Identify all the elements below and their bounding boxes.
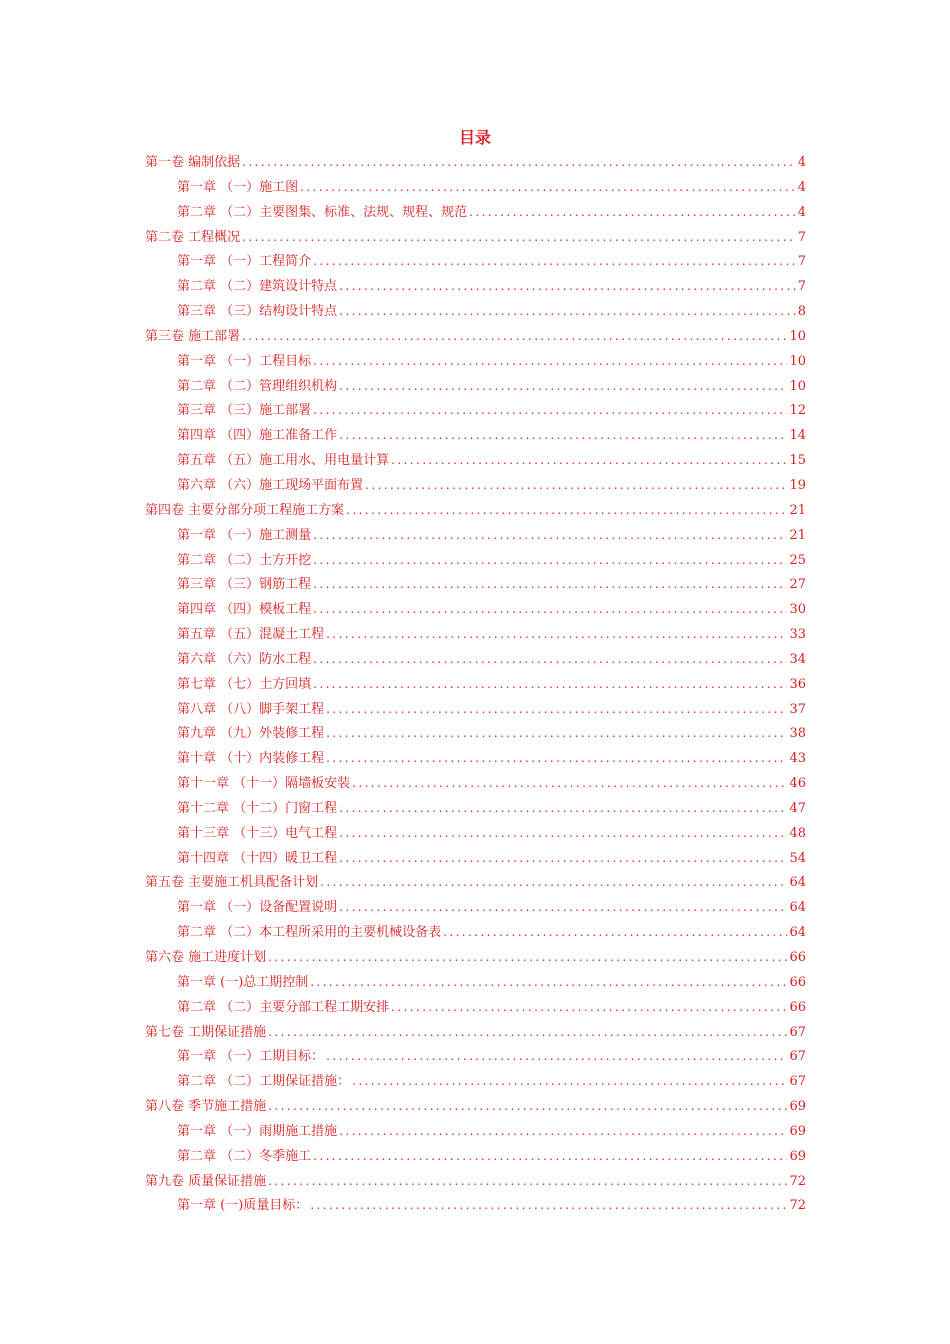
- toc-entry-page: 4: [797, 155, 806, 170]
- toc-dot-leader: [339, 796, 787, 821]
- toc-dot-leader: [339, 1119, 787, 1144]
- toc-entry-chapter[interactable]: [145, 597, 806, 622]
- toc-entry-volume[interactable]: [145, 225, 806, 250]
- toc-entry-text: 第一章 （一）施工测量: [177, 527, 312, 543]
- toc-entry-page: 14: [789, 428, 806, 444]
- toc-dot-leader: [310, 970, 787, 995]
- toc-entry-page: 67: [789, 1049, 806, 1065]
- toc-dot-leader: [268, 945, 787, 970]
- toc-entry-page: 15: [789, 453, 806, 469]
- toc-dot-leader: [339, 423, 787, 448]
- toc-entry-text: 第三卷 施工部署: [145, 328, 241, 344]
- toc-entry-text: 第十三章 （十三）电气工程: [177, 825, 338, 841]
- toc-entry-volume[interactable]: [145, 150, 806, 175]
- toc-dot-leader: [443, 920, 787, 945]
- toc-entry-page: 8: [797, 304, 806, 320]
- toc-dot-leader: [242, 324, 787, 349]
- toc-dot-leader: [313, 672, 787, 697]
- toc-entry-page: 4: [797, 179, 806, 195]
- toc-entry-page: 48: [789, 825, 806, 841]
- toc-dot-leader: [320, 870, 787, 895]
- toc-dot-leader: [242, 225, 796, 250]
- toc-entry-text: 第六章 （六）防水工程: [177, 651, 312, 667]
- toc-entry-page: 43: [789, 751, 806, 767]
- toc-dot-leader: [339, 846, 787, 871]
- toc-list: [145, 150, 806, 1218]
- toc-entry-text: 第四卷 主要分部分项工程施工方案: [145, 502, 345, 518]
- toc-entry-page: 37: [789, 701, 806, 717]
- toc-entry-page: 69: [789, 1099, 806, 1115]
- toc-entry-text: 第十四章 （十四）暖卫工程: [177, 850, 338, 866]
- toc-entry-page: 34: [789, 651, 806, 667]
- toc-entry-page: 64: [789, 925, 806, 941]
- toc-entry-page: 64: [789, 900, 806, 916]
- toc-entry-text: 第十二章 （十二）门窗工程: [177, 800, 338, 816]
- toc-entry-text: 第二章 （二）管理组织机构: [177, 378, 338, 394]
- toc-entry-page: 66: [789, 974, 806, 990]
- toc-entry-page: 67: [789, 1024, 806, 1040]
- toc-entry-chapter[interactable]: [145, 523, 806, 548]
- toc-entry-text: 第九卷 质量保证措施: [145, 1173, 267, 1189]
- toc-entry-chapter[interactable]: [145, 473, 806, 498]
- toc-dot-leader: [268, 1169, 787, 1194]
- toc-entry-page: 7: [797, 229, 806, 245]
- toc-dot-leader: [326, 697, 787, 722]
- toc-entry-page: 4: [797, 204, 806, 220]
- toc-entry-chapter[interactable]: [145, 846, 806, 871]
- toc-entry-page: 10: [789, 353, 806, 369]
- toc-dot-leader: [313, 647, 787, 672]
- toc-entry-chapter[interactable]: [145, 895, 806, 920]
- toc-entry-text: 第一章 (一)总工期控制: [177, 974, 309, 990]
- toc-entry-volume[interactable]: [145, 1020, 806, 1045]
- toc-dot-leader: [268, 1020, 787, 1045]
- toc-dot-leader: [339, 895, 787, 920]
- toc-entry-text: 第十一章 （十一）隔墙板安装: [177, 776, 351, 792]
- toc-entry-chapter[interactable]: [145, 299, 806, 324]
- toc-entry-text: 第七章 （七）土方回填: [177, 676, 312, 692]
- toc-entry-text: 第二章 （二）工期保证措施：: [177, 1074, 351, 1090]
- toc-entry-text: 第一章 （一）工程简介: [177, 254, 312, 270]
- toc-entry-page: 33: [789, 627, 806, 643]
- toc-dot-leader: [242, 150, 796, 175]
- toc-dot-leader: [313, 548, 787, 573]
- toc-entry-chapter[interactable]: [145, 647, 806, 672]
- toc-entry-page: 36: [789, 676, 806, 692]
- toc-dot-leader: [391, 448, 787, 473]
- toc-dot-leader: [339, 374, 787, 399]
- toc-dot-leader: [391, 995, 787, 1020]
- toc-entry-page: 25: [789, 552, 806, 568]
- toc-entry-volume[interactable]: [145, 1169, 806, 1194]
- toc-entry-chapter[interactable]: [145, 548, 806, 573]
- toc-dot-leader: [339, 821, 787, 846]
- toc-entry-page: 54: [789, 850, 806, 866]
- toc-entry-chapter[interactable]: [145, 920, 806, 945]
- toc-entry-page: 21: [789, 527, 806, 543]
- toc-entry-text: 第二章 （二）本工程所采用的主要机械设备表: [177, 925, 442, 941]
- toc-dot-leader: [326, 622, 787, 647]
- toc-entry-chapter[interactable]: [145, 796, 806, 821]
- toc-entry-text: 第一章 （一）雨期施工措施: [177, 1123, 338, 1139]
- toc-entry-chapter[interactable]: [145, 746, 806, 771]
- toc-entry-page: 47: [789, 800, 806, 816]
- toc-entry-text: 第一章 （一）施工图: [177, 179, 299, 195]
- toc-entry-text: 第八章 （八）脚手架工程: [177, 701, 325, 717]
- toc-entry-text: 第四章 （四）模板工程: [177, 602, 312, 618]
- toc-entry-volume[interactable]: [145, 498, 806, 523]
- toc-entry-text: 第五章 （五）施工用水、用电量计算: [177, 453, 390, 469]
- toc-entry-chapter[interactable]: [145, 249, 806, 274]
- toc-dot-leader: [313, 398, 787, 423]
- toc-entry-page: 10: [789, 378, 806, 394]
- toc-dot-leader: [313, 572, 787, 597]
- toc-entry-chapter[interactable]: [145, 970, 806, 995]
- toc-entry-page: 19: [789, 477, 806, 493]
- toc-entry-chapter[interactable]: [145, 1119, 806, 1144]
- toc-entry-text: 第六章 （六）施工现场平面布置: [177, 477, 364, 493]
- toc-dot-leader: [326, 721, 787, 746]
- toc-entry-text: 第六卷 施工进度计划: [145, 950, 267, 965]
- toc-dot-leader: [326, 746, 787, 771]
- toc-entry-chapter[interactable]: [145, 374, 806, 399]
- toc-entry-text: 第二卷 工程概况: [145, 229, 241, 245]
- toc-entry-text: 第二章 （二）冬季施工: [177, 1148, 312, 1164]
- toc-dot-leader: [268, 1094, 787, 1119]
- toc-entry-text: 第七卷 工期保证措施: [145, 1024, 267, 1040]
- toc-entry-text: 第三章 （三）结构设计特点: [177, 304, 338, 320]
- toc-entry-page: 67: [789, 1074, 806, 1090]
- toc-dot-leader: [313, 349, 787, 374]
- toc-entry-volume[interactable]: [145, 324, 806, 349]
- toc-dot-leader: [469, 200, 796, 225]
- toc-entry-page: 12: [789, 403, 806, 419]
- toc-entry-chapter[interactable]: [145, 721, 806, 746]
- toc-entry-page: 72: [789, 1173, 806, 1189]
- toc-entry-chapter[interactable]: [145, 821, 806, 846]
- toc-entry-chapter[interactable]: [145, 672, 806, 697]
- toc-entry-text: 第五章 （五）混凝土工程: [177, 627, 325, 643]
- toc-dot-leader: [352, 771, 787, 796]
- toc-dot-leader: [310, 1193, 787, 1218]
- toc-dot-leader: [313, 1144, 787, 1169]
- toc-entry-text: 第八卷 季节施工措施: [145, 1099, 267, 1115]
- toc-entry-chapter[interactable]: [145, 1144, 806, 1169]
- toc-entry-chapter[interactable]: [145, 398, 806, 423]
- toc-entry-page: 69: [789, 1123, 806, 1139]
- toc-dot-leader: [300, 175, 796, 200]
- toc-entry-chapter[interactable]: [145, 771, 806, 796]
- toc-entry-page: 30: [789, 602, 806, 618]
- toc-entry-chapter[interactable]: [145, 175, 806, 200]
- toc-entry-chapter[interactable]: [145, 349, 806, 374]
- toc-entry-chapter[interactable]: [145, 697, 806, 722]
- toc-entry-text: 第三章 （三）钢筋工程: [177, 577, 312, 593]
- toc-entry-page: 7: [797, 279, 806, 295]
- toc-entry-text: 第二章 （二）建筑设计特点: [177, 279, 338, 295]
- toc-entry-text: 第三章 （三）施工部署: [177, 403, 312, 419]
- toc-entry-text: 第二章 （二）主要分部工程工期安排: [177, 999, 390, 1015]
- toc-entry-chapter[interactable]: [145, 1193, 806, 1218]
- toc-entry-page: 72: [789, 1198, 806, 1214]
- toc-dot-leader: [313, 597, 787, 622]
- toc-entry-chapter[interactable]: [145, 423, 806, 448]
- toc-entry-page: 69: [789, 1148, 806, 1164]
- toc-entry-text: 第一章 (一)质量目标：: [177, 1198, 309, 1214]
- toc-dot-leader: [326, 1044, 787, 1069]
- toc-entry-page: 27: [789, 577, 806, 593]
- toc-entry-volume[interactable]: [145, 870, 806, 895]
- toc-dot-leader: [365, 473, 787, 498]
- toc-entry-text: 第一卷 编制依据: [145, 155, 241, 170]
- toc-entry-page: 64: [789, 875, 806, 891]
- toc-entry-text: 第十章 （十）内装修工程: [177, 751, 325, 767]
- toc-dot-leader: [313, 249, 796, 274]
- toc-dot-leader: [339, 274, 796, 299]
- toc-entry-page: 21: [789, 502, 806, 518]
- toc-entry-text: 第一章 （一）工程目标: [177, 353, 312, 369]
- toc-entry-page: 10: [789, 328, 806, 344]
- toc-entry-page: 46: [789, 776, 806, 792]
- toc-entry-chapter[interactable]: [145, 1069, 806, 1094]
- toc-dot-leader: [352, 1069, 787, 1094]
- toc-entry-text: 第一章 （一）设备配置说明: [177, 900, 338, 916]
- toc-dot-leader: [339, 299, 796, 324]
- toc-entry-volume[interactable]: [145, 1094, 806, 1119]
- toc-entry-page: 66: [789, 999, 806, 1015]
- toc-entry-chapter[interactable]: [145, 448, 806, 473]
- toc-title: 目录: [458, 128, 491, 147]
- toc-entry-chapter[interactable]: [145, 1044, 806, 1069]
- toc-entry-text: 第五卷 主要施工机具配备计划: [145, 875, 319, 891]
- toc-entry-page: 7: [797, 254, 806, 270]
- toc-entry-text: 第九章 （九）外装修工程: [177, 726, 325, 742]
- toc-entry-text: 第二章 （二）主要图集、标准、法规、规程、规范: [177, 204, 468, 220]
- toc-entry-chapter[interactable]: [145, 274, 806, 299]
- toc-entry-chapter[interactable]: [145, 572, 806, 597]
- toc-entry-chapter[interactable]: [145, 200, 806, 225]
- toc-entry-page: 66: [789, 950, 806, 965]
- toc-entry-chapter[interactable]: [145, 622, 806, 647]
- toc-entry-chapter[interactable]: [145, 995, 806, 1020]
- toc-entry-volume[interactable]: [145, 945, 806, 970]
- toc-entry-text: 第一章 （一）工期目标：: [177, 1049, 325, 1065]
- toc-entry-text: 第二章 （二）土方开挖: [177, 552, 312, 568]
- toc-dot-leader: [346, 498, 787, 523]
- toc-entry-page: 38: [789, 726, 806, 742]
- toc-entry-text: 第四章 （四）施工准备工作: [177, 428, 338, 444]
- toc-dot-leader: [313, 523, 787, 548]
